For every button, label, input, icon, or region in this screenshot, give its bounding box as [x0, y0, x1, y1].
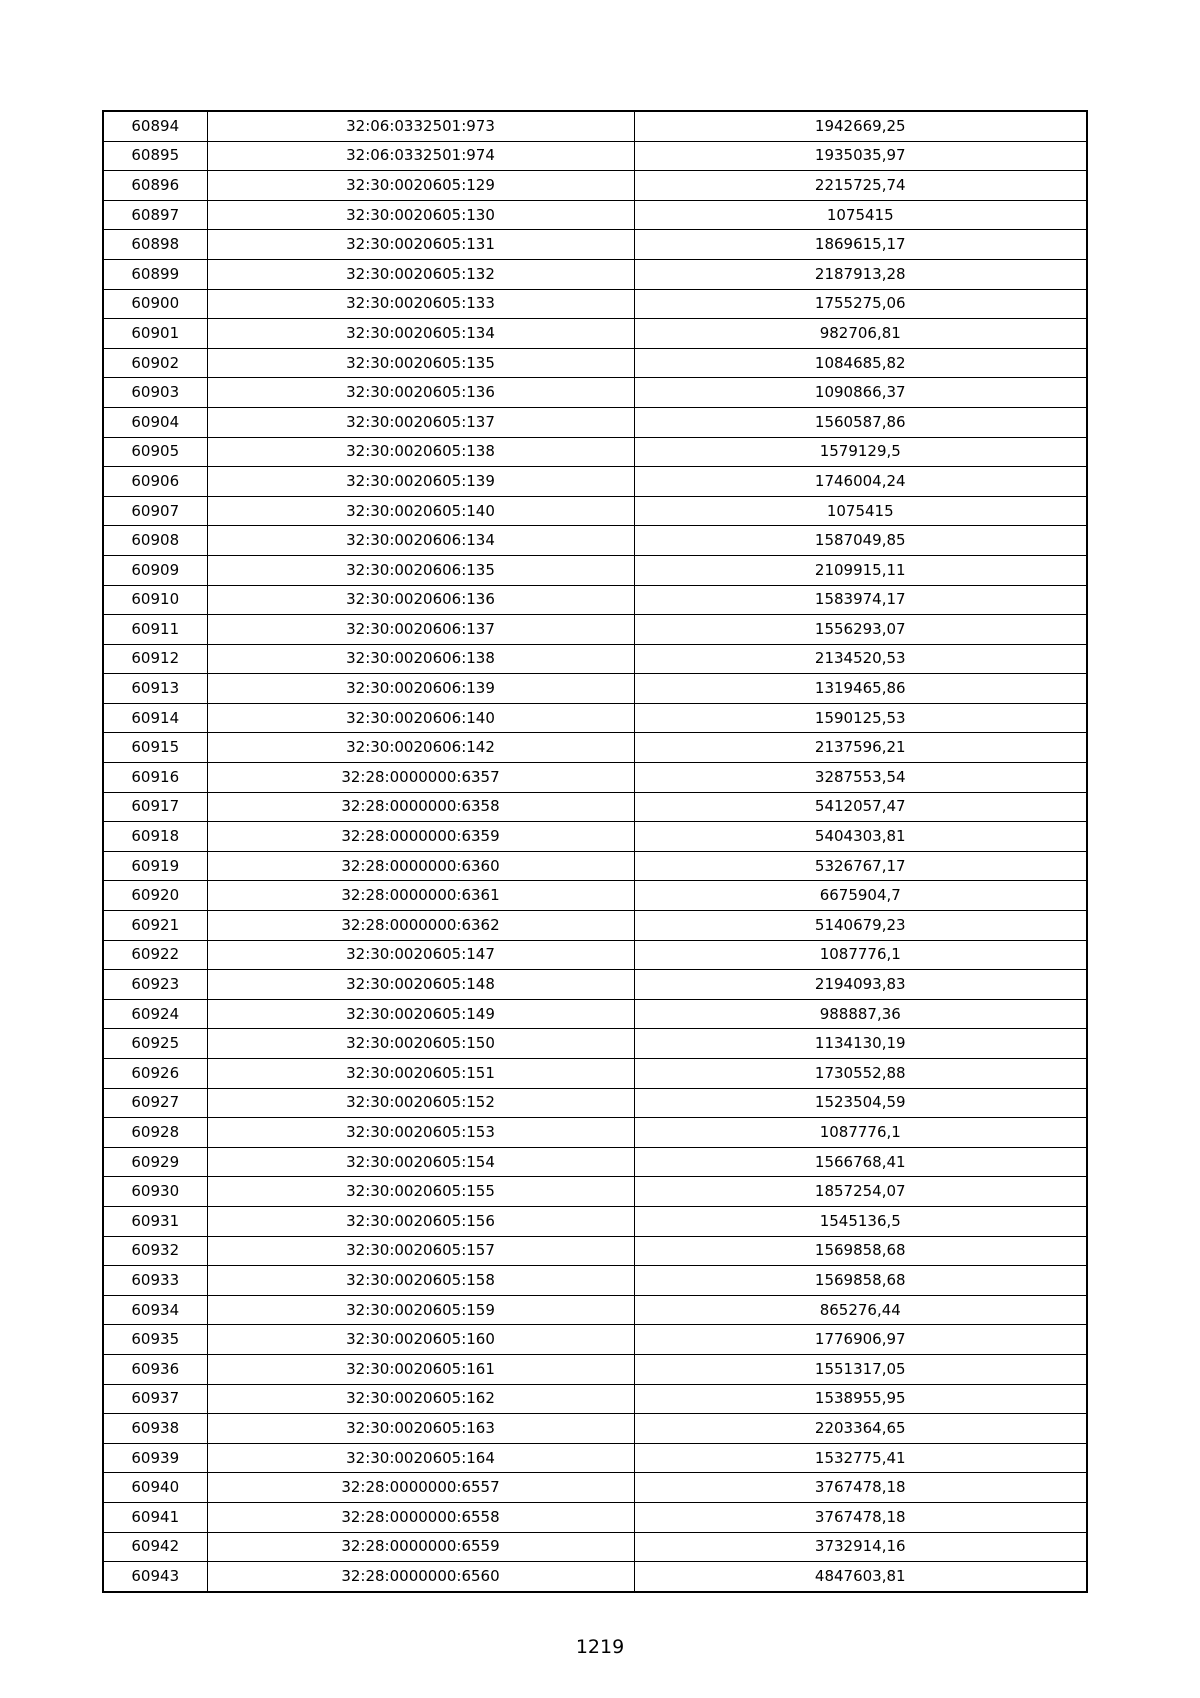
table-row [103, 1177, 1087, 1207]
cadastral-number-cell: 32:30:0020606:134 [207, 526, 634, 556]
cadastral-number-cell: 32:30:0020605:159 [207, 1295, 634, 1325]
cadastral-number-cell: 32:28:0000000:6360 [207, 851, 634, 881]
row-number-cell: 60925 [103, 1029, 207, 1059]
cadastral-number-cell: 32:30:0020605:140 [207, 496, 634, 526]
cadastral-number-cell: 32:30:0020605:152 [207, 1088, 634, 1118]
table-row [103, 378, 1087, 408]
table-row [103, 496, 1087, 526]
row-number-cell: 60906 [103, 467, 207, 497]
row-number-cell: 60932 [103, 1236, 207, 1266]
value-cell: 1075415 [634, 200, 1087, 230]
cadastral-number-cell: 32:30:0020605:129 [207, 171, 634, 201]
row-number-cell: 60900 [103, 289, 207, 319]
cadastral-number-cell: 32:30:0020605:162 [207, 1384, 634, 1414]
value-cell: 2187913,28 [634, 259, 1087, 289]
value-cell: 988887,36 [634, 999, 1087, 1029]
cadastral-number-cell: 32:30:0020605:148 [207, 970, 634, 1000]
cadastral-number-cell: 32:30:0020606:140 [207, 703, 634, 733]
row-number-cell: 60912 [103, 644, 207, 674]
row-number-cell: 60914 [103, 703, 207, 733]
row-number-cell: 60934 [103, 1295, 207, 1325]
row-number-cell: 60919 [103, 851, 207, 881]
value-cell: 1087776,1 [634, 940, 1087, 970]
row-number-cell: 60937 [103, 1384, 207, 1414]
table-row [103, 1236, 1087, 1266]
row-number-cell: 60921 [103, 911, 207, 941]
value-cell: 5326767,17 [634, 851, 1087, 881]
value-cell: 4847603,81 [634, 1562, 1087, 1592]
table-row [103, 999, 1087, 1029]
row-number-cell: 60920 [103, 881, 207, 911]
value-cell: 1569858,68 [634, 1266, 1087, 1296]
row-number-cell: 60915 [103, 733, 207, 763]
value-cell: 1087776,1 [634, 1118, 1087, 1148]
row-number-cell: 60924 [103, 999, 207, 1029]
row-number-cell: 60938 [103, 1414, 207, 1444]
row-number-cell: 60913 [103, 674, 207, 704]
row-number-cell: 60927 [103, 1088, 207, 1118]
value-cell: 1560587,86 [634, 407, 1087, 437]
value-cell: 5404303,81 [634, 822, 1087, 852]
value-cell: 1590125,53 [634, 703, 1087, 733]
value-cell: 982706,81 [634, 319, 1087, 349]
cadastral-number-cell: 32:30:0020605:130 [207, 200, 634, 230]
cadastral-number-cell: 32:06:0332501:973 [207, 111, 634, 141]
cadastral-number-cell: 32:30:0020605:160 [207, 1325, 634, 1355]
cadastral-number-cell: 32:28:0000000:6357 [207, 763, 634, 793]
row-number-cell: 60933 [103, 1266, 207, 1296]
table-row [103, 1562, 1087, 1592]
cadastral-number-cell: 32:30:0020606:136 [207, 585, 634, 615]
cadastral-number-cell: 32:30:0020606:138 [207, 644, 634, 674]
row-number-cell: 60905 [103, 437, 207, 467]
row-number-cell: 60916 [103, 763, 207, 793]
table-row [103, 1029, 1087, 1059]
table-row [103, 526, 1087, 556]
row-number-cell: 60896 [103, 171, 207, 201]
cadastral-number-cell: 32:28:0000000:6359 [207, 822, 634, 852]
value-cell: 1523504,59 [634, 1088, 1087, 1118]
cadastral-number-cell: 32:30:0020605:138 [207, 437, 634, 467]
table-row [103, 1295, 1087, 1325]
value-cell: 1556293,07 [634, 615, 1087, 645]
row-number-cell: 60930 [103, 1177, 207, 1207]
value-cell: 1134130,19 [634, 1029, 1087, 1059]
cadastral-number-cell: 32:30:0020605:139 [207, 467, 634, 497]
cadastral-number-cell: 32:30:0020605:163 [207, 1414, 634, 1444]
cadastral-number-cell: 32:30:0020605:153 [207, 1118, 634, 1148]
cadastral-number-cell: 32:30:0020605:150 [207, 1029, 634, 1059]
row-number-cell: 60940 [103, 1473, 207, 1503]
cadastral-number-cell: 32:30:0020605:157 [207, 1236, 634, 1266]
table-row [103, 348, 1087, 378]
value-cell: 1755275,06 [634, 289, 1087, 319]
row-number-cell: 60910 [103, 585, 207, 615]
cadastral-number-cell: 32:30:0020605:161 [207, 1354, 634, 1384]
table-row [103, 1443, 1087, 1473]
value-cell: 2194093,83 [634, 970, 1087, 1000]
table-row [103, 1384, 1087, 1414]
table-row [103, 1088, 1087, 1118]
page-number: 1219 [575, 1636, 625, 1658]
cadastral-number-cell: 32:30:0020605:158 [207, 1266, 634, 1296]
value-cell: 1084685,82 [634, 348, 1087, 378]
value-cell: 1857254,07 [634, 1177, 1087, 1207]
cadastral-number-cell: 32:30:0020605:132 [207, 259, 634, 289]
data-table [102, 110, 1088, 1593]
cadastral-number-cell: 32:30:0020606:142 [207, 733, 634, 763]
value-cell: 1746004,24 [634, 467, 1087, 497]
row-number-cell: 60918 [103, 822, 207, 852]
table-row [103, 792, 1087, 822]
table-row [103, 585, 1087, 615]
value-cell: 2109915,11 [634, 555, 1087, 585]
table-row [103, 703, 1087, 733]
value-cell: 3732914,16 [634, 1532, 1087, 1562]
value-cell: 1776906,97 [634, 1325, 1087, 1355]
cadastral-number-cell: 32:28:0000000:6358 [207, 792, 634, 822]
row-number-cell: 60894 [103, 111, 207, 141]
row-number-cell: 60941 [103, 1502, 207, 1532]
table-row [103, 1059, 1087, 1089]
cadastral-number-cell: 32:30:0020605:147 [207, 940, 634, 970]
cadastral-number-cell: 32:06:0332501:974 [207, 141, 634, 171]
cadastral-number-cell: 32:28:0000000:6560 [207, 1562, 634, 1592]
table-row [103, 407, 1087, 437]
table-row [103, 1266, 1087, 1296]
cadastral-number-cell: 32:30:0020605:149 [207, 999, 634, 1029]
row-number-cell: 60904 [103, 407, 207, 437]
value-cell: 5412057,47 [634, 792, 1087, 822]
value-cell: 1075415 [634, 496, 1087, 526]
cadastral-number-cell: 32:28:0000000:6559 [207, 1532, 634, 1562]
row-number-cell: 60929 [103, 1147, 207, 1177]
cadastral-number-cell: 32:30:0020606:135 [207, 555, 634, 585]
table-row [103, 733, 1087, 763]
row-number-cell: 60935 [103, 1325, 207, 1355]
value-cell: 2137596,21 [634, 733, 1087, 763]
table-body [103, 111, 1087, 1592]
table-row [103, 1354, 1087, 1384]
cadastral-number-cell: 32:30:0020605:135 [207, 348, 634, 378]
table-row [103, 555, 1087, 585]
table-row [103, 141, 1087, 171]
table-row [103, 1473, 1087, 1503]
value-cell: 1532775,41 [634, 1443, 1087, 1473]
table-row [103, 200, 1087, 230]
table-row [103, 911, 1087, 941]
row-number-cell: 60902 [103, 348, 207, 378]
row-number-cell: 60911 [103, 615, 207, 645]
cadastral-number-cell: 32:30:0020606:137 [207, 615, 634, 645]
table-row [103, 467, 1087, 497]
value-cell: 1730552,88 [634, 1059, 1087, 1089]
table-row [103, 1532, 1087, 1562]
value-cell: 1583974,17 [634, 585, 1087, 615]
row-number-cell: 60907 [103, 496, 207, 526]
value-cell: 1942669,25 [634, 111, 1087, 141]
row-number-cell: 60943 [103, 1562, 207, 1592]
value-cell: 1587049,85 [634, 526, 1087, 556]
row-number-cell: 60928 [103, 1118, 207, 1148]
row-number-cell: 60931 [103, 1206, 207, 1236]
row-number-cell: 60903 [103, 378, 207, 408]
cadastral-number-cell: 32:30:0020605:136 [207, 378, 634, 408]
table-row [103, 940, 1087, 970]
cadastral-number-cell: 32:30:0020605:131 [207, 230, 634, 260]
row-number-cell: 60936 [103, 1354, 207, 1384]
table-row [103, 1206, 1087, 1236]
value-cell: 865276,44 [634, 1295, 1087, 1325]
cadastral-number-cell: 32:30:0020605:133 [207, 289, 634, 319]
row-number-cell: 60922 [103, 940, 207, 970]
row-number-cell: 60908 [103, 526, 207, 556]
table-row [103, 289, 1087, 319]
row-number-cell: 60917 [103, 792, 207, 822]
table-row [103, 319, 1087, 349]
row-number-cell: 60909 [103, 555, 207, 585]
value-cell: 1545136,5 [634, 1206, 1087, 1236]
table-row [103, 1414, 1087, 1444]
table-row [103, 171, 1087, 201]
table-row [103, 615, 1087, 645]
value-cell: 3287553,54 [634, 763, 1087, 793]
value-cell: 3767478,18 [634, 1502, 1087, 1532]
cadastral-number-cell: 32:30:0020605:137 [207, 407, 634, 437]
value-cell: 1579129,5 [634, 437, 1087, 467]
cadastral-number-cell: 32:28:0000000:6558 [207, 1502, 634, 1532]
value-cell: 2134520,53 [634, 644, 1087, 674]
row-number-cell: 60895 [103, 141, 207, 171]
table-row [103, 259, 1087, 289]
table-row [103, 763, 1087, 793]
cadastral-number-cell: 32:30:0020605:164 [207, 1443, 634, 1473]
cadastral-number-cell: 32:30:0020605:134 [207, 319, 634, 349]
table-row [103, 1147, 1087, 1177]
table-row [103, 437, 1087, 467]
value-cell: 5140679,23 [634, 911, 1087, 941]
cadastral-number-cell: 32:28:0000000:6361 [207, 881, 634, 911]
value-cell: 6675904,7 [634, 881, 1087, 911]
row-number-cell: 60898 [103, 230, 207, 260]
value-cell: 1569858,68 [634, 1236, 1087, 1266]
cadastral-number-cell: 32:30:0020605:154 [207, 1147, 634, 1177]
value-cell: 1935035,97 [634, 141, 1087, 171]
row-number-cell: 60926 [103, 1059, 207, 1089]
cadastral-number-cell: 32:28:0000000:6557 [207, 1473, 634, 1503]
value-cell: 1538955,95 [634, 1384, 1087, 1414]
value-cell: 1551317,05 [634, 1354, 1087, 1384]
cadastral-number-cell: 32:30:0020605:156 [207, 1206, 634, 1236]
row-number-cell: 60897 [103, 200, 207, 230]
table-row [103, 1325, 1087, 1355]
value-cell: 1869615,17 [634, 230, 1087, 260]
table-row [103, 674, 1087, 704]
table-row [103, 230, 1087, 260]
table-row [103, 851, 1087, 881]
table-row [103, 881, 1087, 911]
table-row [103, 970, 1087, 1000]
cadastral-number-cell: 32:30:0020605:151 [207, 1059, 634, 1089]
row-number-cell: 60901 [103, 319, 207, 349]
table-row [103, 644, 1087, 674]
table-row [103, 822, 1087, 852]
value-cell: 1566768,41 [634, 1147, 1087, 1177]
value-cell: 2215725,74 [634, 171, 1087, 201]
table-row [103, 1118, 1087, 1148]
table-row [103, 1502, 1087, 1532]
cadastral-number-cell: 32:28:0000000:6362 [207, 911, 634, 941]
row-number-cell: 60899 [103, 259, 207, 289]
value-cell: 1319465,86 [634, 674, 1087, 704]
cadastral-number-cell: 32:30:0020605:155 [207, 1177, 634, 1207]
row-number-cell: 60939 [103, 1443, 207, 1473]
row-number-cell: 60923 [103, 970, 207, 1000]
table-row [103, 111, 1087, 141]
value-cell: 3767478,18 [634, 1473, 1087, 1503]
value-cell: 2203364,65 [634, 1414, 1087, 1444]
cadastral-number-cell: 32:30:0020606:139 [207, 674, 634, 704]
value-cell: 1090866,37 [634, 378, 1087, 408]
row-number-cell: 60942 [103, 1532, 207, 1562]
